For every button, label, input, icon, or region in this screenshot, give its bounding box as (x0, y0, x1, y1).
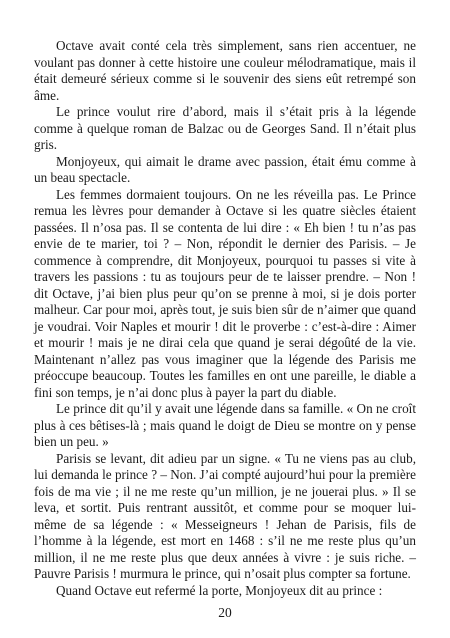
paragraph: Quand Octave eut refermé la porte, Monjoyeux dit au prince : (56, 582, 383, 598)
page-number: 20 (218, 605, 232, 620)
page-body (34, 38, 416, 599)
paragraph: Les femmes dormaient toujours. On ne les réveilla pas. Le Prince remua les lèvres pour demander à Octave si les quatre siècles étaient passées. Il n’osa pas. Il se contenta de lui dire : « Eh bien ! tu n’as pas envie de te marier, toi ? – Non, répondit le dernier des Parisis. – Je commence à comprendre, dit Monjoyeux, pourquoi tu passes si vite à travers les passions : tu as toujours peur de te laisser prendre. – Non ! dit Octave, j’ai bien plus peur qu’on se prenne à moi, si je dois porter malheur. Car pour moi, après tout, je suis bien sûr de n’aimer que quand je voudrai. Voir Naples et mourir ! dit le proverbe : c’est-à-dire : Aimer et mourir ! mais je ne dirai cela que quand je serai dégoûté de la vie. Maintenant n’allez pas vous imaginer que la légende des Parisis me préoccupe beaucoup. Toutes les familles en ont une pareille, le diable a fini son temps, je n’ai donc plus à payer la part du diable. (34, 186, 416, 400)
paragraph: Le prince dit qu’il y avait une légende dans sa famille. « On ne croît plus à ces bêtises-là ; mais quand le doigt de Dieu se montre on y pense bien un peu. » (34, 401, 416, 449)
paragraph: Le prince voulut rire d’abord, mais il s’était pris à la légende comme à quelque roman de Balzac ou de Georges Sand. Il n’était plus gris. (34, 104, 416, 152)
paragraph: Parisis se levant, dit adieu par un signe. « Tu ne viens pas au club, lui demanda le prince ? – Non. J’ai compté aujourd’hui pour la première fois de ma vie ; il ne me reste qu’un million, je ne jouerai plus. » Il se leva, et sortit. Puis rentrant aussitôt, et comme pour se moquer lui-même de sa légende : « Messeigneurs ! Jehan de Parisis, fils de l’homme à la légende, est mort en 1468 : s’il ne me reste plus qu’un million, il ne me reste plus que deux années à vivre : je suis riche. – Pauvre Parisis ! murmura le prince, qui n’osait plus compter sa fortune. (34, 450, 416, 581)
paragraph: Octave avait conté cela très simplement, sans rien accentuer, ne voulant pas donner à cette histoire une couleur mélodramatique, mais il était demeuré sérieux comme si le souvenir des siens eût retrempé son âme. (34, 38, 416, 103)
paragraph: Monjoyeux, qui aimait le drame avec passion, était ému comme à un beau spectacle. (34, 153, 416, 185)
